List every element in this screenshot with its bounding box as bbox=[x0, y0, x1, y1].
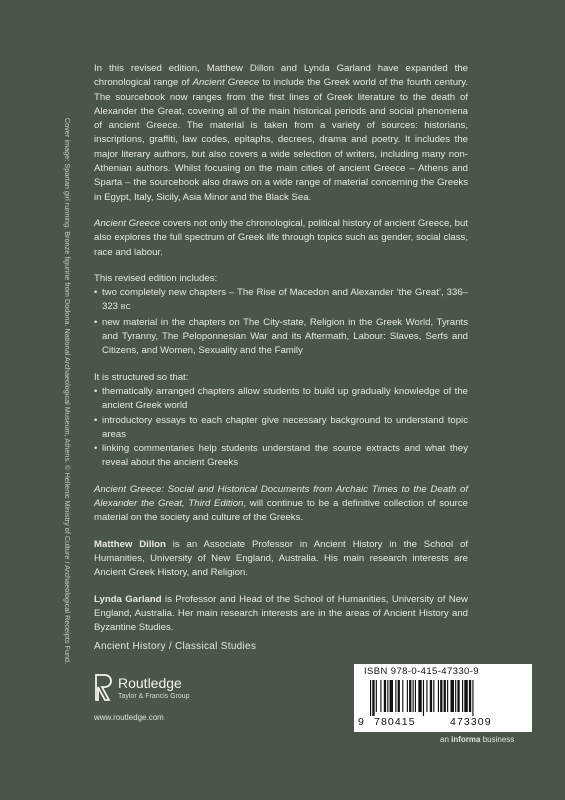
barcode-bar bbox=[423, 680, 424, 716]
barcode-bar bbox=[433, 680, 434, 712]
subject-category: Ancient History / Classical Studies bbox=[94, 641, 257, 652]
barcode-bar bbox=[413, 680, 414, 712]
author-bio-dillon: Matthew Dillon is an Associate Professor in Ancient History in the School of Humanities, University of New England, Australia. His main research interests are Ancient Greek History, and Religion. bbox=[94, 538, 469, 579]
barcode-bar bbox=[464, 680, 467, 712]
barcode-bar bbox=[455, 680, 456, 712]
barcode-bar bbox=[462, 680, 463, 712]
barcode-bar bbox=[444, 680, 446, 712]
barcode-bar bbox=[380, 680, 381, 712]
list-item: • new material in the chapters on The City-state, Religion in the Greek World, Tyrants and Tyranny, The Peloponnesian War and its Aftermath, Labour: Slaves, Serfs and Citizens, and Women, Sexuality and the Family bbox=[94, 316, 468, 359]
barcode-bar bbox=[426, 680, 427, 712]
list-item: • introductory essays to each chapter give necessary background to understand topic areas bbox=[94, 414, 468, 443]
barcode-bar bbox=[407, 680, 408, 712]
isbn-barcode: ISBN 978-0-415-47330-9 9 780415 473309 bbox=[354, 664, 532, 732]
barcode-bar bbox=[430, 680, 432, 712]
book-title-italic: Ancient Greece bbox=[192, 77, 260, 89]
barcode-bar bbox=[472, 680, 473, 716]
back-cover-text bbox=[94, 62, 468, 647]
includes-list bbox=[94, 286, 468, 358]
barcode-bar bbox=[447, 680, 448, 712]
barcode-bar bbox=[469, 680, 471, 712]
list-item: • two completely new chapters – The Rise of Macedon and Alexander ‘the Great’, 336–323 BC bbox=[94, 286, 468, 316]
scope-paragraph: Ancient Greece covers not only the chronological, political history of ancient Greece, but also explores the full spectrum of Greek life through topics such as gender, social class, race and labour. bbox=[94, 217, 468, 258]
barcode-bar bbox=[395, 680, 396, 712]
barcode-bar bbox=[438, 680, 439, 712]
barcode-bar bbox=[376, 680, 377, 712]
structured-heading: It is structured so that: bbox=[94, 371, 189, 383]
isbn-number: ISBN 978-0-415-47330-9 bbox=[364, 666, 479, 677]
routledge-logo-icon bbox=[94, 674, 112, 702]
barcode-bar bbox=[409, 680, 411, 712]
book-title-italic: Ancient Greece bbox=[94, 217, 161, 229]
author-name: Lynda Garland bbox=[94, 593, 162, 605]
barcode-bar bbox=[440, 680, 442, 712]
publisher-name: Routledge bbox=[118, 675, 182, 691]
structured-list bbox=[94, 385, 468, 471]
barcode-bar bbox=[418, 680, 421, 712]
informa-business-tag: an informa business bbox=[440, 735, 515, 744]
publisher-url: www.routledge.com bbox=[94, 713, 164, 722]
barcode-bar bbox=[384, 680, 386, 712]
barcode-bar bbox=[370, 680, 371, 716]
publisher-group: Taylor & Francis Group bbox=[118, 693, 190, 700]
list-item: • linking commentaries help students understand the source extracts and what they reveal about the ancient Greeks bbox=[94, 442, 468, 471]
barcode-bar bbox=[387, 680, 388, 712]
barcode-bar bbox=[372, 680, 374, 716]
barcode-bar bbox=[451, 680, 454, 712]
list-item: • thematically arranged chapters allow students to build up gradually knowledge of the ancient Greek world bbox=[94, 385, 468, 414]
full-title-italic: Ancient Greece: Social and Historical Documents from Archaic Times to the Death of Alexander the Great, Third Edition bbox=[94, 483, 468, 510]
author-name: Matthew Dillon bbox=[94, 538, 166, 550]
barcode-bar bbox=[398, 680, 400, 712]
barcode-bar bbox=[390, 680, 393, 712]
intro-paragraph: In this revised edition, Matthew Dillon and Lynda Garland have expanded the chronological range of Ancient Greece to include the Greek world of the fourth century. The sourcebook now ranges from the first lines of Greek literature to the death of Alexander the Great, covering all of the main historical periods and social phenomena of ancient Greece. The material is taken from a variety of sources: historians, inscriptions, graffiti, law codes, epitaphs, decrees, drama and poetry. It includes the major literary authors, but also covers a wide selection of writers, including many non-Athenian authors. Whilst focusing on the main cities of ancient Greece – Athens and Sparta – the sourcebook also draws on a wide range of material concerning the Greeks in Egypt, Italy, Sicily, Asia Minor and the Black Sea. bbox=[94, 63, 468, 203]
barcode-bar bbox=[415, 680, 416, 712]
publisher-logo bbox=[94, 672, 234, 706]
author-bio-garland: Lynda Garland is Professor and Head of the School of Humanities, University of New England, Australia. Her main research interests are in the areas of Ancient History and Byzantine Studies. bbox=[94, 593, 468, 634]
barcode-bar bbox=[457, 680, 459, 712]
summary-paragraph: Ancient Greece: Social and Historical Documents from Archaic Times to the Death of Alexander the Great, Third Edition, will continue to be a definitive collection of source material on the society and culture of the Greeks. bbox=[94, 483, 468, 524]
barcode-bars bbox=[360, 680, 526, 716]
includes-heading: This revised edition includes: bbox=[94, 272, 218, 284]
barcode-bar bbox=[402, 680, 403, 712]
cover-image-credit: Cover image: Spartan girl running. Bronze figurine from Dodona. National Archaeological Museum, Athens. © Hellenic Ministry of Culture / Archaeological Receipts Fund. bbox=[63, 118, 72, 665]
